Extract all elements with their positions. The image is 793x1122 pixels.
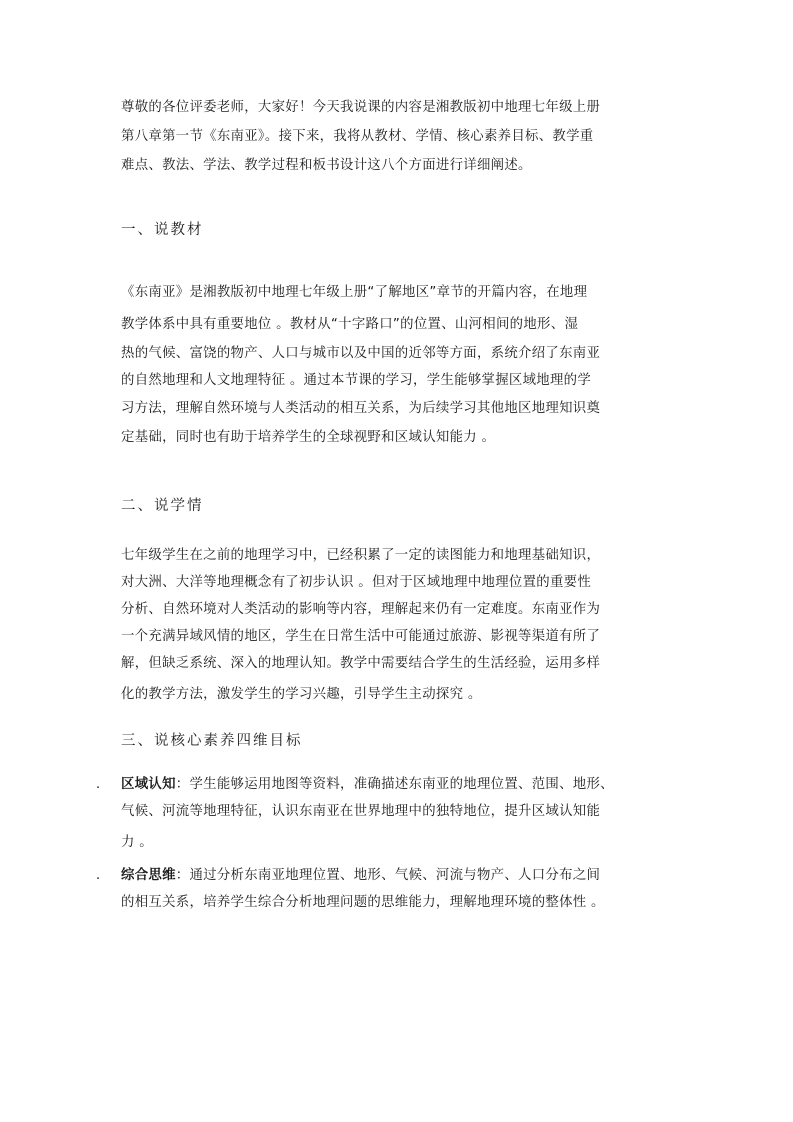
objective-text: ：学生能够运用地图等资料，准确描述东南亚的地理位置、范围、地形、: [175, 777, 614, 792]
paragraph-line: 分析、自然环境对人类活动的影响等内容，理解起来仍有一定难度。东南亚作为: [121, 602, 601, 617]
paragraph-line: 化的教学方法，激发学生的学习兴趣，引导学生主动探究 。: [121, 687, 482, 702]
section-heading-objectives: 三、说核心素养四维目标: [121, 733, 303, 749]
paragraph-line: 一个充满异域风情的地区，学生在日常生活中可能通过旅游、影视等渠道有所了: [121, 629, 601, 644]
textbook-paragraph: [121, 277, 677, 454]
section-heading-learners: 二、说学情: [121, 498, 204, 514]
objective-line: 力 。: [121, 835, 153, 850]
objective-item-integrated-thinking: [121, 862, 677, 916]
paragraph-line: 热的气候、富饶的物产、人口与城市以及中国的近邻等方面，系统介绍了东南亚: [121, 346, 601, 361]
paragraph-line: 教学体系中具有重要地位 。教材从“十字路口”的位置、山河相间的地形、湿: [121, 317, 579, 332]
paragraph-line: 第八章第一节《东南亚》。接下来，我将从教材、学情、核心素养目标、教学重: [121, 129, 594, 144]
list-bullet: .: [96, 868, 101, 883]
paragraph-line: 习方法，理解自然环境与人类活动的相互关系，为后续学习其他地区地理知识奠: [121, 401, 601, 416]
objective-line: [121, 862, 677, 889]
paragraph-line: 定基础，同时也有助于培养学生的全球视野和区域认知能力 。: [121, 430, 496, 445]
objective-text: ：通过分析东南亚地理位置、地形、气候、河流与物产、人口分布之间: [175, 868, 601, 883]
objective-line: 的相互关系，培养学生综合分析地理问题的思维能力，理解地理环境的整体性 。: [121, 895, 605, 910]
objective-item-regional-cognition: [121, 771, 677, 861]
paragraph-line: 对大洲、大洋等地理概念有了初步认识 。但对于区域地理中地理位置的重要性: [121, 575, 592, 590]
list-bullet: .: [96, 777, 101, 792]
paragraph-line: 七年级学生在之前的地理学习中，已经积累了一定的读图能力和地理基础知识，: [121, 548, 601, 563]
objective-term: 区域认知: [121, 777, 176, 792]
paragraph-line: 难点、教法、学法、教学过程和板书设计这八个方面进行详细阐述。: [121, 158, 532, 173]
paragraph-line: 《东南亚》是湘教版初中地理七年级上册“了解地区”章节的开篇内容，在地理: [121, 285, 588, 300]
objective-line: [121, 771, 677, 798]
learners-paragraph: [121, 542, 677, 713]
section-heading-textbook: 一、说教材: [121, 222, 204, 238]
paragraph-line: 尊敬的各位评委老师，大家好！今天我说课的内容是湘教版初中地理七年级上册: [121, 100, 601, 115]
objective-term: 综合思维: [121, 868, 176, 883]
objective-line: 气候、河流等地理特征，认识东南亚在世界地理中的独特地位，提升区域认知能: [121, 804, 601, 819]
paragraph-line: 的自然地理和人文地理特征 。通过本节课的学习，学生能够掌握区域地理的学: [121, 373, 592, 388]
intro-paragraph: [121, 93, 677, 180]
paragraph-line: 解，但缺乏系统、深入的地理认知。教学中需要结合学生的生活经验，运用多样: [121, 656, 601, 671]
